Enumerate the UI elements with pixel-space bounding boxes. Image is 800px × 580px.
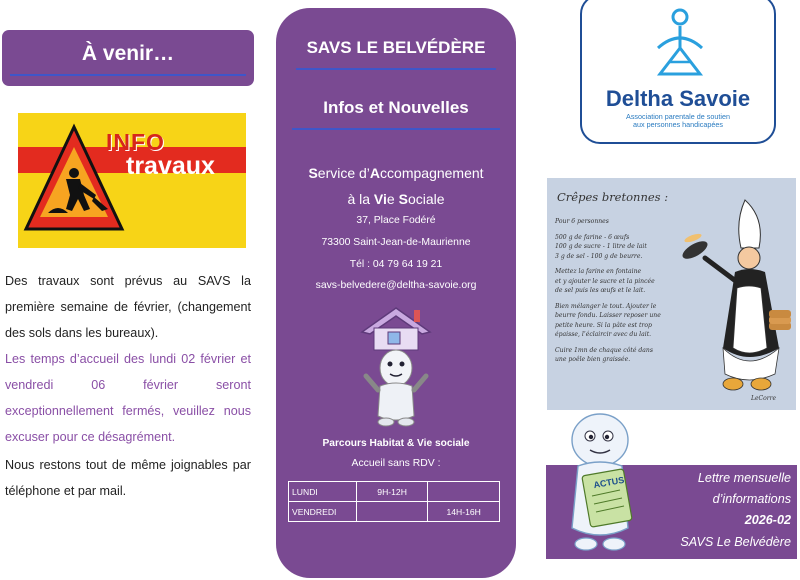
a-venir-title: À venir… (81, 42, 175, 65)
crepes-recipe-image (547, 178, 796, 410)
infos-nouvelles-title: Infos et Nouvelles (323, 98, 469, 117)
subtitle-divider (292, 128, 500, 130)
address-city: 73300 Saint-Jean-de-Maurienne (321, 237, 471, 248)
schedule-afternoon: 14H-16H (428, 502, 500, 522)
contact-notice: Nous restons tout de même joignables par téléphone et par mail. (5, 458, 251, 498)
a-venir-banner (2, 30, 254, 86)
recipe-line: 100 g de sucre - 1 litre de lait (555, 243, 647, 250)
works-announcement: Des travaux sont prévus au SAVS la première semaine de février, (changement des sols dans les bureaux). (5, 274, 251, 340)
title-divider (296, 68, 496, 70)
service-name-line1: Service d’Accompagnement (308, 165, 484, 181)
left-column (0, 0, 258, 580)
recipe-line: beurre fondu. Laisser reposer une (555, 312, 661, 319)
actus-badge: ACTUS (592, 474, 625, 491)
recipe-line: Mettez la farine en fontaine (555, 268, 642, 275)
recipe-line: et y ajouter le sucre et la pincée (555, 277, 655, 285)
recipe-line: petite heure. Si la pâte est trop (555, 321, 652, 329)
person-logo-icon (650, 8, 710, 82)
parcours-heading: Parcours Habitat & Vie sociale (322, 438, 470, 449)
recipe-line: Pour 6 personnes (555, 218, 609, 225)
accueil-heading: Accueil sans RDV : (351, 458, 441, 469)
service-name-line2: à la Vie Sociale (347, 191, 445, 207)
recipe-line: Bien mélanger le tout. Ajouter le (555, 302, 657, 310)
info-label: INFO (106, 129, 165, 155)
schedule-table (288, 481, 500, 522)
newsletter-issue: 2026-02 (744, 513, 791, 527)
newsletter-line-1: Lettre mensuelle (697, 471, 791, 485)
info-travaux-image (18, 113, 246, 248)
recipe-line: Cuire 1mn de chaque côté dans (555, 346, 653, 354)
logo-name: Deltha Savoie (605, 86, 751, 111)
address-street: 37, Place Fodéré (356, 215, 436, 226)
closure-notice: Les temps d’accueil des lundi 02 février et vendredi 06 février seront exceptionnellement fermés, veuillez nous excuser pour ce désagrément. (5, 352, 251, 444)
recipe-line: 500 g de farine - 6 œufs (555, 233, 630, 241)
email-address[interactable]: savs-belvedere@deltha-savoie.org (315, 280, 477, 291)
newsletter-line-2: d’informations (712, 492, 791, 506)
artist-signature: LeCorre (750, 395, 776, 402)
recipe-line: une poêle bien graissée. (555, 356, 631, 363)
recipe-line: de sel puis les œufs et le lait. (555, 287, 646, 294)
logo-tagline-1: Association parentale de soutien (626, 112, 730, 121)
banner-divider (10, 74, 246, 76)
table-row (289, 502, 500, 522)
recipe-line: 3 g de sel - 100 g de beurre. (555, 252, 643, 260)
travaux-label: travaux (126, 152, 215, 180)
house-mascot-icon (360, 306, 432, 428)
savs-title: SAVS LE BELVÉDÈRE (306, 38, 486, 57)
recipe-line: épaisse, l’éclaircir avec du lait. (555, 331, 652, 338)
table-row (289, 482, 500, 502)
recipe-title: Crêpes bretonnes : (557, 190, 669, 204)
deltha-savoie-logo (580, 0, 776, 144)
schedule-morning (356, 502, 428, 522)
actus-mascot-icon (556, 410, 648, 554)
schedule-afternoon (428, 482, 500, 502)
schedule-day: VENDREDI (289, 502, 357, 522)
logo-tagline-2: aux personnes handicapées (633, 120, 723, 129)
schedule-day: LUNDI (289, 482, 357, 502)
center-info-panel (276, 8, 516, 578)
newsletter-sender: SAVS Le Belvédère (680, 535, 791, 549)
phone-number[interactable]: Tél : 04 79 64 19 21 (349, 259, 443, 270)
breton-cook-icon (675, 198, 793, 398)
schedule-morning: 9H-12H (356, 482, 428, 502)
